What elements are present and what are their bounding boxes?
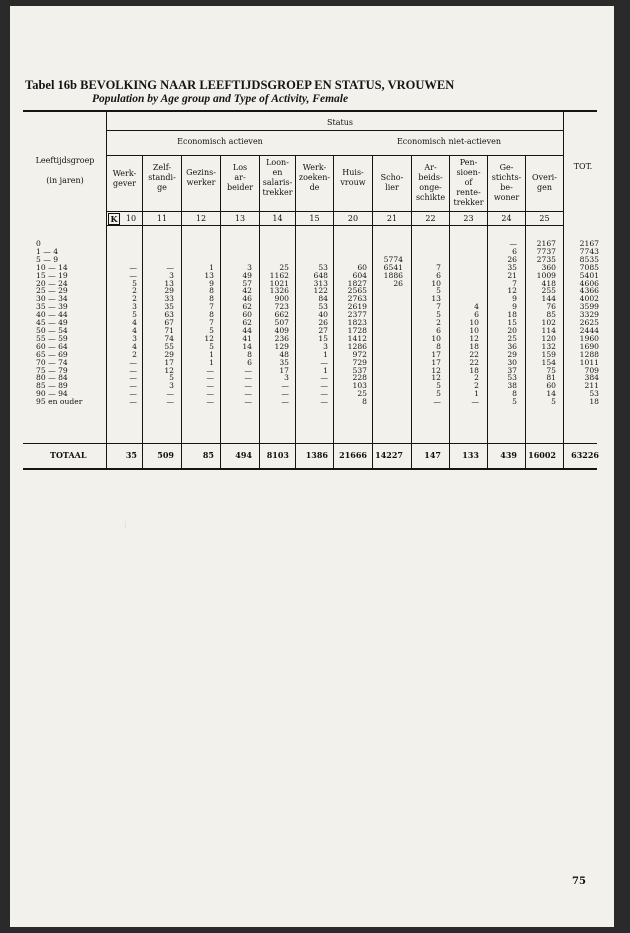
total-huisvrouw: 21666 xyxy=(339,450,367,460)
col-rule xyxy=(525,156,526,468)
col-header-werkgever: Werk- gever xyxy=(112,169,137,188)
totaal-label: TOTAAL xyxy=(50,450,87,460)
inactive-group-header: Economisch niet-actieven xyxy=(396,137,502,146)
total-zelfstandige: 509 xyxy=(157,450,174,460)
col-header-arbeidsongeschikte: Ar- beids- onge- schikte xyxy=(415,163,446,202)
column-huisvrouw: 60 604 1827 2565 2763 2619 2377 1823 1728 1412 1286 972 729 537 228 103 25 8 xyxy=(347,262,367,407)
column-scholier: 5774 6541 1886 26 xyxy=(383,254,403,288)
group-split-rule xyxy=(333,155,334,468)
col-rule xyxy=(220,156,221,468)
col-header-werkzoekende: Werk- zoeken- de xyxy=(298,163,331,192)
col-header-huisvrouw: Huis- vrouw xyxy=(340,168,366,187)
column-total: 2167 7743 8535 7085 5401 4606 4366 4002 3599 3329 2625 2444 1960 1690 1288 1011 709 384 211 53 18 xyxy=(579,239,599,407)
table-subtitle-en: Population by Age group and Type of Activity, Female xyxy=(92,93,349,105)
col-rule xyxy=(295,156,296,468)
code-14: 14 xyxy=(272,214,283,223)
header-bottom-rule xyxy=(107,211,563,212)
col-header-overigen: Overi- gen xyxy=(532,173,557,192)
total-split-rule xyxy=(563,111,564,468)
column-werkzoekende: 53 648 313 122 84 53 40 26 27 15 3 1 — 1 — — — — xyxy=(313,262,328,407)
left-vertical-rule xyxy=(106,111,107,468)
total-werkzoekende: 1386 xyxy=(305,450,328,460)
code-13: 13 xyxy=(234,214,246,223)
column-gepensioneerde: 4 6 10 10 12 18 22 22 18 2 2 1 — xyxy=(469,302,479,407)
column-losarbeider: 3 49 57 42 46 62 60 62 44 41 14 8 6 — — — — — xyxy=(242,262,252,407)
total-header: TOT. xyxy=(573,162,593,171)
col-rule xyxy=(259,156,260,468)
bleed-through-text: — xyxy=(121,521,130,529)
col-header-gepensioneerde: Pen- sioen- of rente- trekker xyxy=(453,158,484,207)
status-header: Status xyxy=(327,118,353,127)
code-21: 21 xyxy=(386,214,398,223)
bottom-rule xyxy=(23,468,597,470)
total-loonsalaristrekker: 8103 xyxy=(266,450,289,460)
code-22: 22 xyxy=(425,214,436,223)
document-page xyxy=(10,6,614,927)
col-header-gestichtsbewoner: Ge- stichts- be- woner xyxy=(491,163,522,202)
column-gestichtsbewoner: — 6 26 35 21 7 12 9 9 18 15 20 25 36 29 30 37 53 38 8 5 xyxy=(507,239,517,407)
table-title-nl: BEVOLKING NAAR LEEFTIJDSGROEP EN STATUS, VROUWEN xyxy=(80,78,455,92)
col-rule xyxy=(142,156,143,468)
total-gezinswerker: 85 xyxy=(202,450,214,460)
age-group-header: Leeftijdsgroep xyxy=(35,156,95,165)
code-row-rule xyxy=(107,225,563,226)
active-group-header: Economisch actieven xyxy=(177,137,263,146)
grand-total: 63226 xyxy=(571,450,599,460)
total-scholier: 14227 xyxy=(375,450,403,460)
col-header-scholier: Scho- lier xyxy=(380,173,404,192)
column-gezinswerker: 1 13 9 8 8 7 8 7 5 12 5 1 1 — — — — — xyxy=(204,262,214,407)
col-header-zelfstandige: Zelf- standi- ge xyxy=(148,163,176,192)
total-overigen: 16002 xyxy=(528,450,556,460)
table-number: Tabel 16b xyxy=(25,78,77,92)
code-12: 12 xyxy=(195,214,207,223)
column-loonsalaristrekker: 25 1162 1021 1326 900 723 662 507 409 236 129 48 35 17 3 — — — xyxy=(269,262,289,407)
col-header-gezinswerker: Gezins- werker xyxy=(186,168,216,187)
status-rule xyxy=(107,130,563,131)
code-k-box: K xyxy=(108,213,120,225)
column-zelfstandige: — 3 13 29 33 35 63 67 71 74 55 29 17 12 5 3 — — xyxy=(164,262,174,407)
col-rule xyxy=(372,156,373,468)
total-arbeidsongeschikte: 147 xyxy=(424,450,441,460)
total-gepensioneerde: 133 xyxy=(462,450,479,460)
age-group-column: 0 1 — 4 5 — 9 10 — 14 15 — 19 20 — 24 25 — 29 30 — 34 35 — 39 40 — 44 45 — 49 50 — 54 55 — 59 60 — 64 65 — 69 70 — 74 75 — 79 80 — 84 85 — 89 90 — 94 95 en ouder xyxy=(36,239,83,407)
column-arbeidsongeschikte: 7 6 10 5 13 7 5 2 6 10 8 17 17 12 12 5 5 — xyxy=(431,262,441,407)
top-rule xyxy=(23,110,597,112)
group-rule xyxy=(107,155,563,156)
code-15: 15 xyxy=(309,214,320,223)
total-top-rule xyxy=(23,443,597,444)
total-gestichtsbewoner: 439 xyxy=(500,450,517,460)
code-11: 11 xyxy=(156,214,168,223)
column-werkgever: — — 5 2 2 3 5 4 4 3 4 2 — — — — — — xyxy=(129,262,137,407)
code-10: 10 xyxy=(125,214,137,223)
column-overigen: 2167 7737 2735 360 1009 418 255 144 76 85 102 114 120 132 159 154 75 81 60 14 5 xyxy=(536,239,556,407)
table-title xyxy=(25,78,454,93)
code-24: 24 xyxy=(501,214,512,223)
code-20: 20 xyxy=(347,214,359,223)
page-number: 75 xyxy=(572,876,586,887)
col-rule xyxy=(181,156,182,468)
col-header-losarbeider: Los ar- beider xyxy=(226,163,254,192)
code-23: 23 xyxy=(463,214,474,223)
total-losarbeider: 494 xyxy=(235,450,252,460)
total-werkgever: 35 xyxy=(125,450,137,460)
col-header-loonsalaristrekker: Loon- en salaris- trekker xyxy=(262,158,293,197)
age-unit-header: (in jaren) xyxy=(46,176,84,185)
code-25: 25 xyxy=(539,214,550,223)
